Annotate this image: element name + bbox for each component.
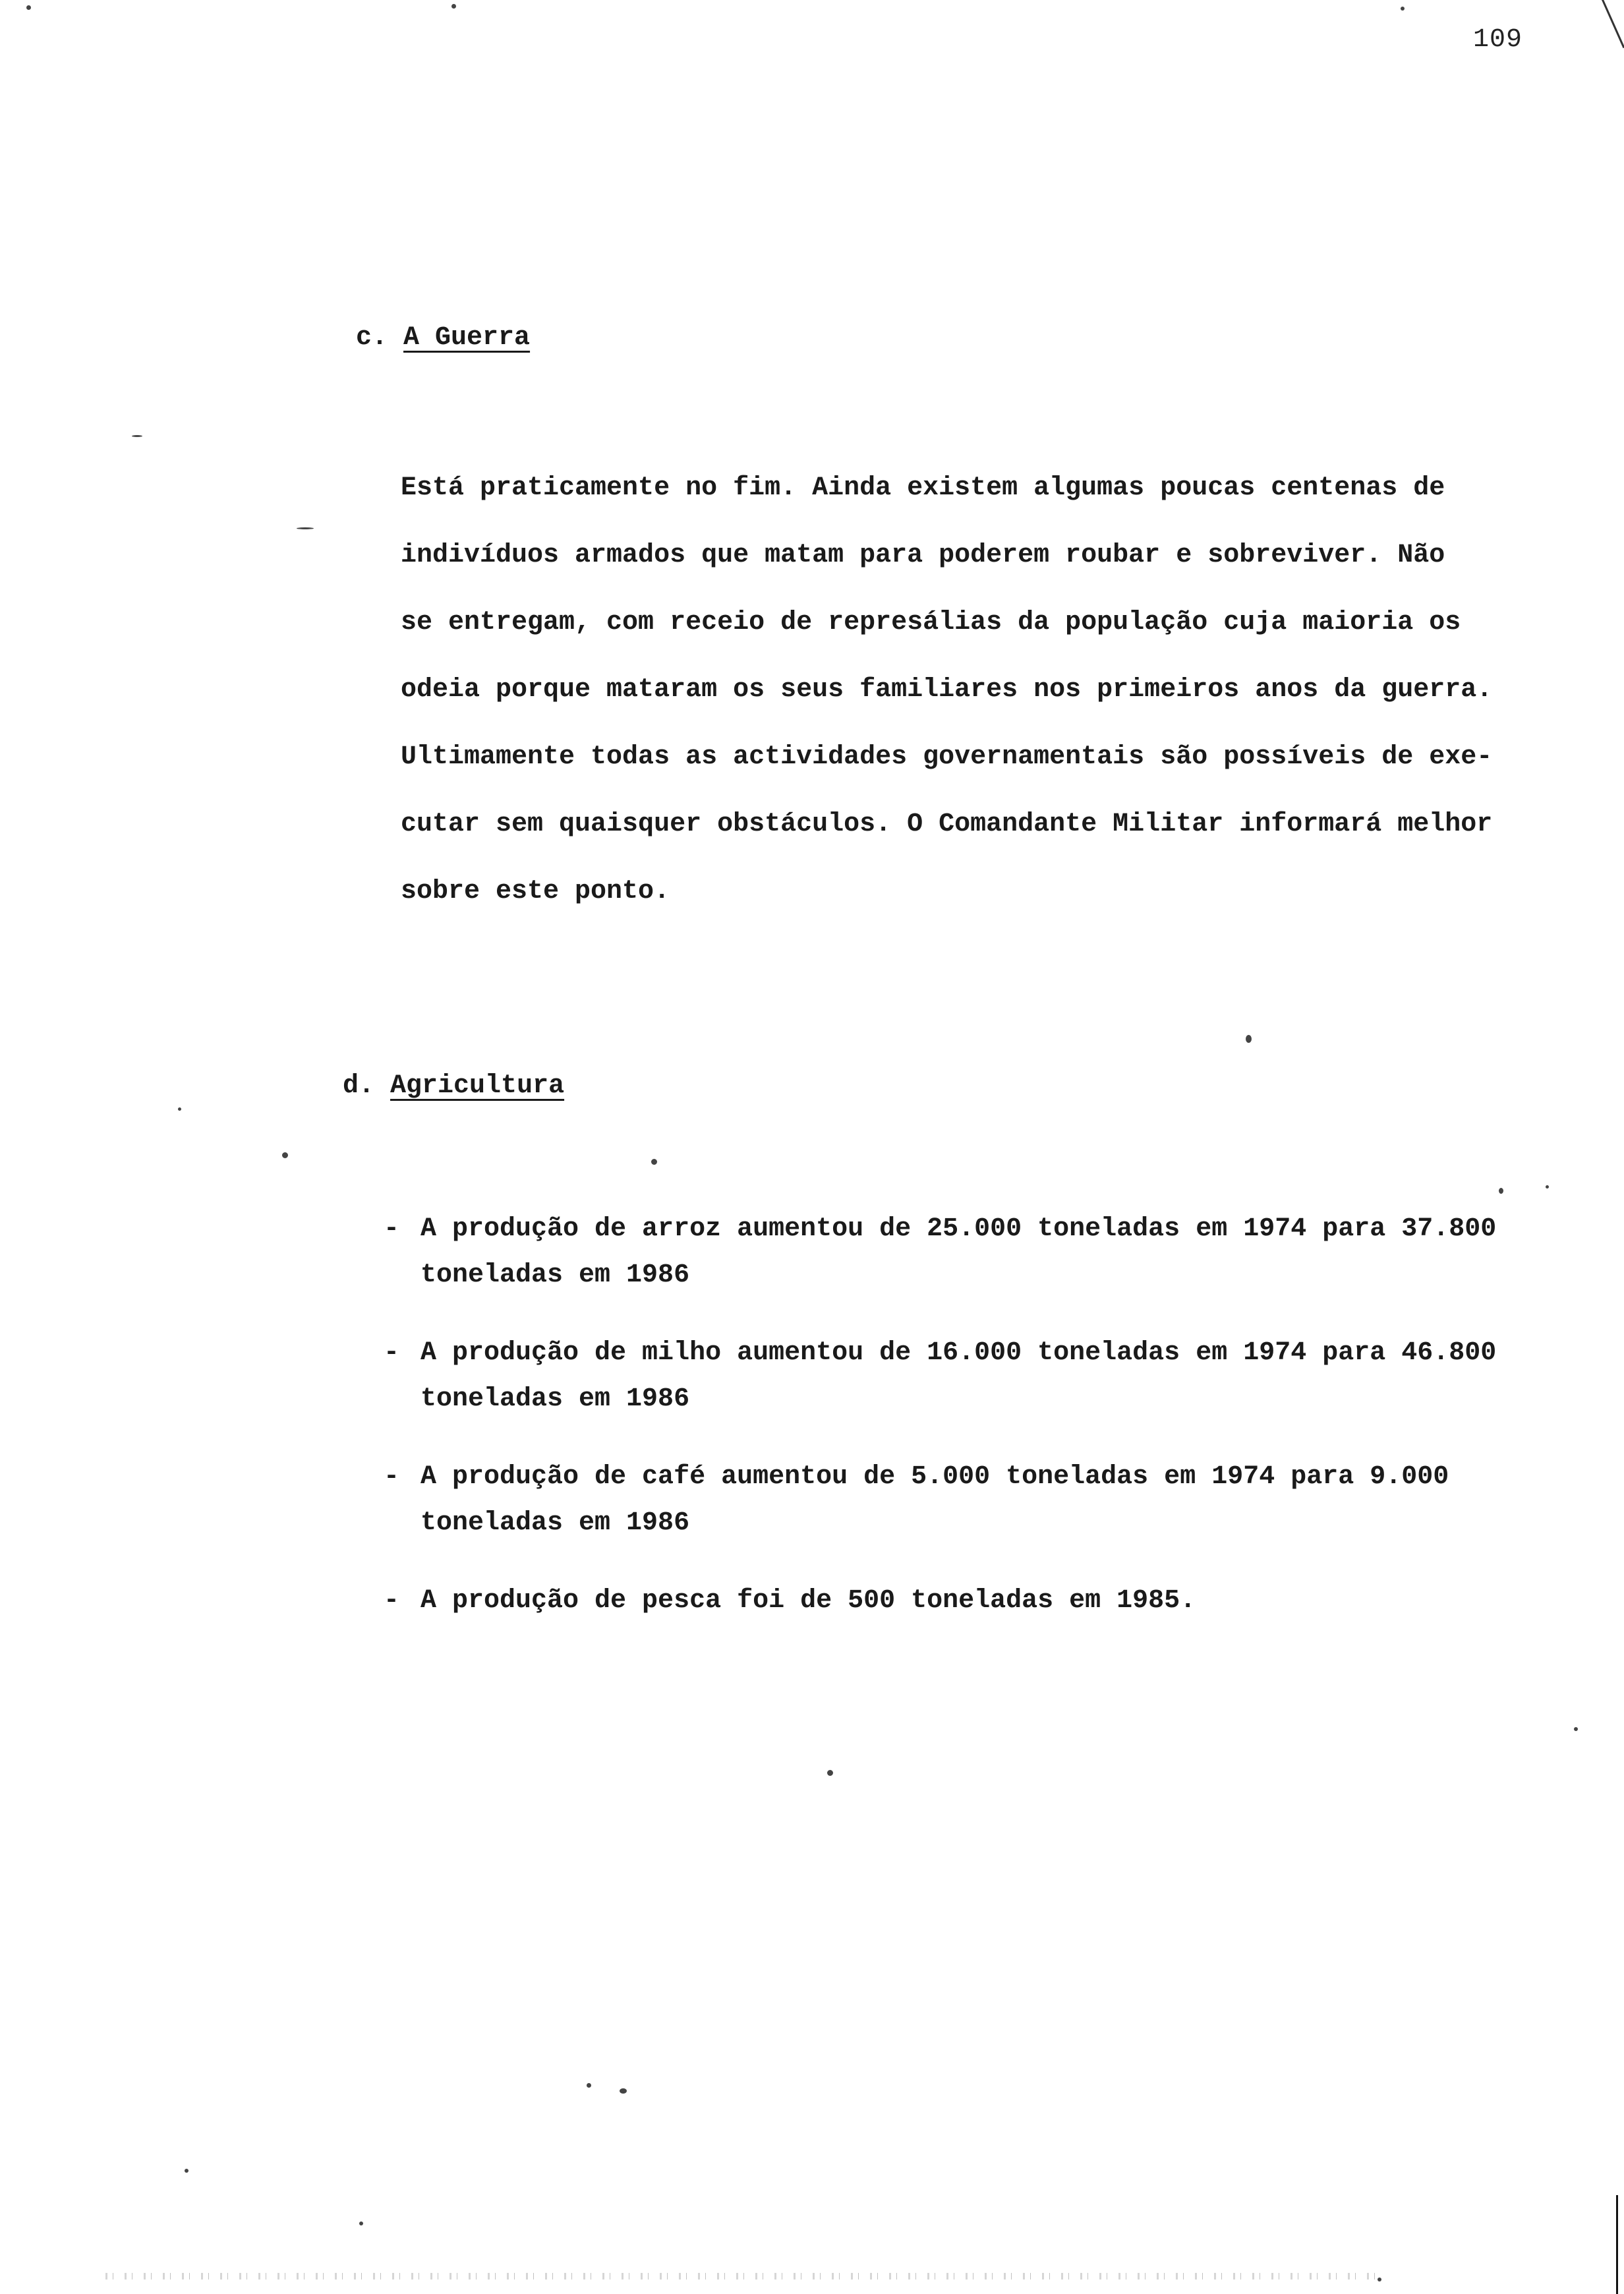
scan-speck <box>26 5 31 10</box>
list-item <box>384 1206 1583 1299</box>
section-heading-guerra <box>356 323 530 353</box>
scan-speck <box>651 1159 657 1165</box>
scan-speck <box>587 2083 591 2088</box>
scan-speck <box>359 2221 363 2225</box>
scan-speck <box>1546 1185 1549 1189</box>
paragraph-line: sobre este ponto. <box>401 877 670 906</box>
bullet-dash: - <box>384 1214 400 1244</box>
scan-speck <box>178 1107 181 1111</box>
scan-noise <box>105 2273 1378 2279</box>
section-heading-agricultura <box>343 1071 564 1101</box>
scan-right-border <box>1616 2195 1618 2294</box>
bullet-dash: - <box>384 1586 400 1616</box>
scan-speck <box>827 1770 833 1776</box>
list-item-text: A produção de pesca foi de 500 toneladas em 1985. <box>420 1586 1196 1616</box>
scan-speck <box>132 435 142 437</box>
paragraph-line: se entregam, com receio de represálias da população cuja maioria os <box>401 608 1461 637</box>
section-title: A Guerra <box>403 323 531 353</box>
scan-speck <box>297 527 314 529</box>
scan-speck <box>282 1152 288 1158</box>
scan-speck <box>1378 2278 1381 2281</box>
scan-speck <box>1401 7 1405 11</box>
scan-speck <box>620 2088 627 2094</box>
scan-speck <box>185 2169 188 2173</box>
scan-speck <box>1246 1035 1252 1043</box>
paragraph-line: Ultimamente todas as actividades governamentais são possíveis de exe- <box>401 742 1493 772</box>
section-label: d. <box>343 1071 375 1101</box>
agricultura-list <box>384 1206 1583 1656</box>
list-item <box>384 1454 1583 1546</box>
paragraph-line: cutar sem quaisquer obstáculos. O Comandante Militar informará melhor <box>401 809 1493 839</box>
scan-speck <box>1499 1188 1503 1194</box>
page-number: 109 <box>1473 25 1523 55</box>
bullet-dash: - <box>384 1338 400 1368</box>
section-label: c. <box>356 323 388 353</box>
paragraph-line: indivíduos armados que matam para poderem roubar e sobreviver. Não <box>401 541 1445 570</box>
scan-speck <box>1574 1727 1578 1731</box>
section-title: Agricultura <box>390 1071 565 1101</box>
list-item-text: A produção de café aumentou de 5.000 toneladas em 1974 para 9.000 toneladas em 1986 <box>420 1462 1449 1538</box>
list-item <box>384 1330 1583 1423</box>
scan-speck <box>451 4 456 9</box>
list-item-text: A produção de arroz aumentou de 25.000 toneladas em 1974 para 37.800 toneladas em 1986 <box>420 1214 1497 1290</box>
bullet-dash: - <box>384 1462 400 1492</box>
paragraph-line: Está praticamente no fim. Ainda existem algumas poucas centenas de <box>401 473 1445 503</box>
list-item-text: A produção de milho aumentou de 16.000 toneladas em 1974 para 46.800 toneladas em 1986 <box>420 1338 1497 1414</box>
guerra-paragraph <box>401 455 1580 926</box>
scan-edge-mark <box>1602 0 1624 48</box>
list-item <box>384 1578 1583 1624</box>
paragraph-line: odeia porque mataram os seus familiares nos primeiros anos da guerra. <box>401 675 1493 705</box>
